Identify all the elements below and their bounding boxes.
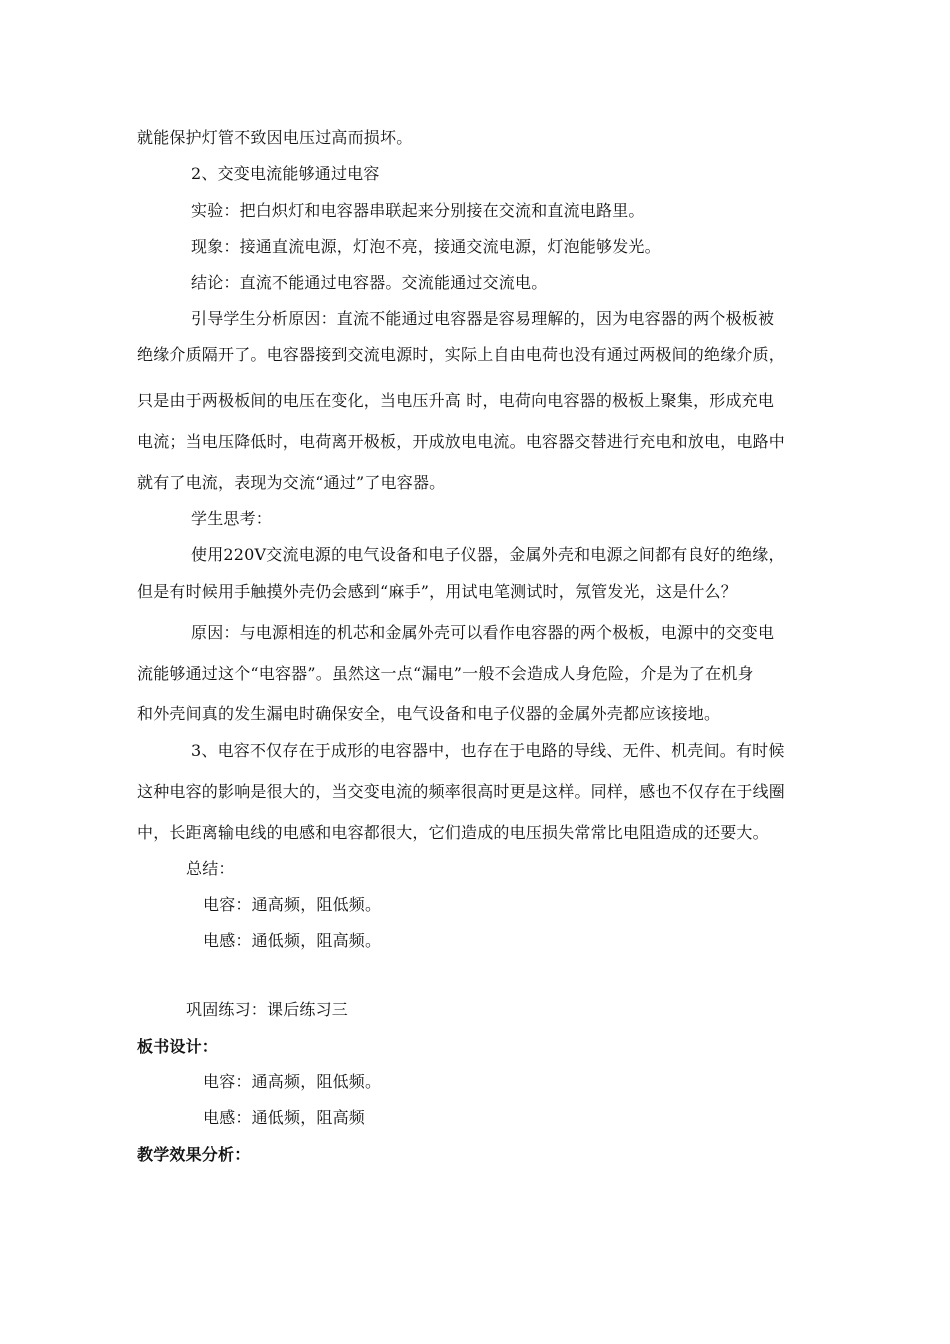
exercise-line: 巩固练习：课后练习三 [186,1000,349,1019]
paragraph-line: 电流；当电压降低时，电荷离开极板，开成放电电流。电容器交替进行充电和放电，电路中 [137,432,786,451]
paragraph-line: 现象：接通直流电源，灯泡不亮，接通交流电源，灯泡能够发光。 [191,237,661,256]
paragraph-line: 实验：把白炽灯和电容器串联起来分别接在交流和直流电路里。 [191,201,645,220]
paragraph-line: 就能保护灯管不致因电压过高而损坏。 [137,128,413,147]
paragraph-line: 中，长距离输电线的电感和电容都很大，它们造成的电压损失常常比电阻造成的还要大。 [137,823,769,842]
summary-item: 电感：通低频，阻高频。 [203,931,382,950]
paragraph-line: 3、电容不仅存在于成形的电容器中，也存在于电路的导线、无件、机壳间。有时候 [191,741,785,760]
summary-heading: 总结： [186,859,235,878]
section-heading: 2、交变电流能够通过电容 [191,164,380,183]
teaching-effect-heading: 教学效果分析： [137,1145,251,1164]
blackboard-item: 电感：通低频，阻高频 [203,1108,366,1127]
paragraph-line: 流能够通过这个“电容器”。虽然这一点“漏电”一般不会造成人身危险，介是为了在机身 [137,664,754,683]
paragraph-line: 结论：直流不能通过电容器。交流能通过交流电。 [191,273,548,292]
summary-item: 电容：通高频，阻低频。 [203,895,382,914]
paragraph-line: 和外壳间真的发生漏电时确保安全，电气设备和电子仪器的金属外壳都应该接地。 [137,704,721,723]
paragraph-line: 使用220V交流电源的电气设备和电子仪器，金属外壳和电源之间都有良好的绝缘， [191,545,785,564]
paragraph-line: 引导学生分析原因：直流不能通过电容器是容易理解的，因为电容器的两个极板被 [191,309,775,328]
paragraph-line: 这种电容的影响是很大的，当交变电流的频率很高时更是这样。同样，感也不仅存在于线圈 [137,782,786,801]
blackboard-design-heading: 板书设计： [137,1037,219,1056]
paragraph-line: 就有了电流，表现为交流“通过”了电容器。 [137,473,446,492]
paragraph-line: 但是有时候用手触摸外壳仍会感到“麻手”，用试电笔测试时，氖管发光，这是什么？ [137,582,737,601]
paragraph-line: 绝缘介质隔开了。电容器接到交流电源时，实际上自由电荷也没有通过两极间的绝缘介质， [137,345,786,364]
paragraph-line: 学生思考： [191,509,273,528]
paragraph-line: 只是由于两极板间的电压在变化，当电压升高 时，电荷向电容器的极板上聚集，形成充电 [137,391,775,410]
paragraph-line: 原因：与电源相连的机芯和金属外壳可以看作电容器的两个极板，电源中的交变电 [191,623,775,642]
blackboard-item: 电容：通高频，阻低频。 [203,1072,382,1091]
